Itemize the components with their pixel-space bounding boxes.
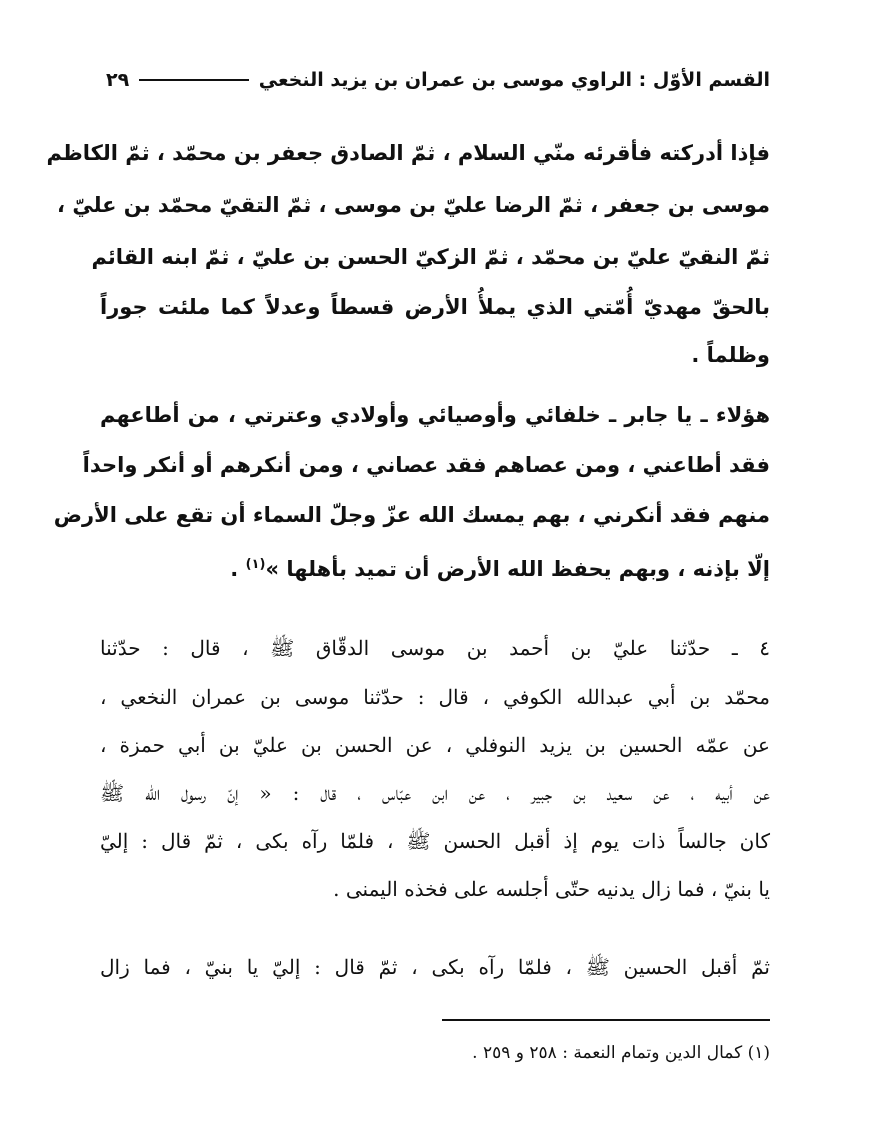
text-line: فإذا أدركته فأقرئه منّي السلام ، ثمّ الصادق جعفر بن محمّد ، ثمّ الكاظم [46, 141, 770, 165]
text-line: وظلماً . [691, 343, 770, 367]
text-line: كان جالساً ذات يوم إذ أقبل الحسن ﷺ ، فلمّا رآه بكى ، ثمّ قال : إليّ [100, 829, 770, 853]
text-line: ثمّ أقبل الحسين ﷺ ، فلمّا رآه بكى ، ثمّ قال : إليّ يا بنيّ ، فما زال [100, 955, 770, 979]
text-line: موسى بن جعفر ، ثمّ الرضا عليّ بن موسى ، ثمّ التقيّ محمّد بن عليّ ، [57, 193, 770, 217]
text-line: عن أبيه ، عن سعيد بن جبير ، عن ابن عبّاس ، قال : « إنّ رسول الله ﷺ [100, 781, 770, 805]
page-number: ٢٩ [106, 69, 130, 91]
header-title: القسم الأوّل : الراوي موسى بن عمران بن يزيد النخعي [258, 69, 770, 91]
running-header [106, 62, 770, 98]
text-line: إلّا بإذنه ، وبهم يحفظ الله الأرض أن تميد بأهلها »$^{(١)}$ . [230, 557, 770, 581]
text-line: ٤ ـ حدّثنا عليّ بن أحمد بن موسى الدقّاق ﷺ ، قال : حدّثنا [100, 636, 770, 660]
text-line: ثمّ النقيّ عليّ بن محمّد ، ثمّ الزكيّ الحسن بن عليّ ، ثمّ ابنه القائم [91, 245, 770, 269]
text-line: محمّد بن أبي عبدالله الكوفي ، قال : حدّثنا موسى بن عمران النخعي ، [100, 685, 770, 709]
line-text: إلّا بإذنه ، وبهم يحفظ الله الأرض أن تميد بأهلها » [265, 557, 770, 581]
text-line: فقد أطاعني ، ومن عصاهم فقد عصاني ، ومن أنكرهم أو أنكر واحداً [82, 453, 770, 477]
footnote-reference: (١) [245, 557, 266, 572]
header-rule [139, 79, 249, 81]
text-line: منهم فقد أنكرني ، بهم يمسك الله عزّ وجلّ السماء أن تقع على الأرض [53, 503, 770, 527]
text-line: بالحقّ مهديّ أُمّتي الذي يملأُ الأرض قسطاً وعدلاً كما ملئت جوراً [100, 295, 770, 319]
text-line: عن عمّه الحسين بن يزيد النوفلي ، عن الحسن بن عليّ بن أبي حمزة ، [100, 733, 770, 757]
footnote: (١) كمال الدين وتمام النعمة : ٢٥٨ و ٢٥٩ . [472, 1043, 770, 1063]
text-line: يا بنيّ ، فما زال يدنيه حتّى أجلسه على فخذه اليمنى . [333, 877, 770, 901]
text-line: هؤلاء ـ يا جابر ـ خلفائي وأوصيائي وأولادي وعترتي ، من أطاعهم [100, 403, 770, 427]
footnote-separator [442, 1019, 770, 1021]
